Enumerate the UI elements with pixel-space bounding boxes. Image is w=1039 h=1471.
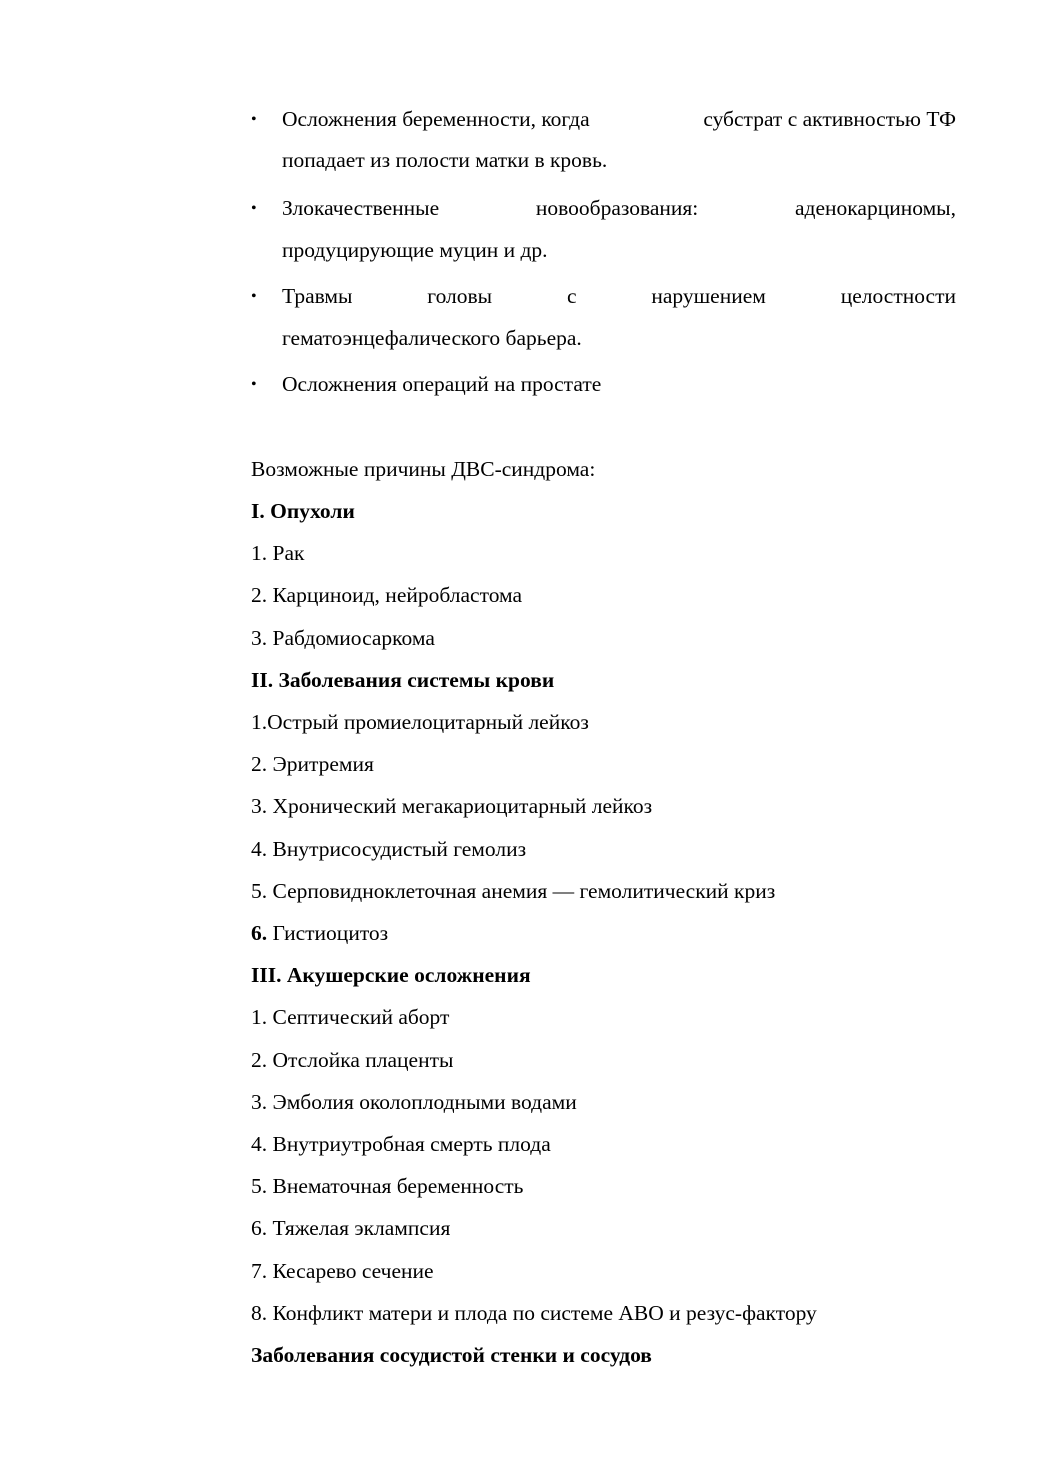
bullet-1-text-right: субстрат с активностью ТФ [703,107,956,131]
list-item-text: Гистиоцитоз [267,921,389,945]
bullet-1-line-2: попадает из полости матки в кровь. [282,148,608,172]
list-item: 3. Хронический мегакариоцитарный лейкоз [251,794,653,818]
bullet-3-word: целостности [840,284,956,308]
list-item: 1. Септический аборт [251,1005,450,1029]
bullet-2-word: аденокарциномы, [795,196,956,220]
bullet-marker: • [251,200,257,217]
bullet-2-word: новообразования: [535,196,699,220]
list-item: 4. Внутриутробная смерть плода [251,1132,551,1156]
bullet-marker: • [251,288,257,305]
bullet-3-word: с [566,284,577,308]
bullet-marker: • [251,111,257,128]
list-item: 2. Карциноид, нейробластома [251,583,523,607]
bullet-3-line-2: гематоэнцефалического барьера. [282,326,582,350]
list-item: 1.Острый промиелоцитарный лейкоз [251,710,589,734]
bullet-3-word: нарушением [651,284,766,308]
bullet-3-word: головы [427,284,493,308]
list-item: 5. Серповидноклеточная анемия — гемолитический криз [251,879,776,903]
bullet-2-line-1 [282,198,956,220]
list-item: 6. Тяжелая эклампсия [251,1216,451,1240]
section-heading-tumors: I. Опухоли [251,499,355,523]
list-item: 2. Отслойка плаценты [251,1048,454,1072]
list-item-number: 6. [251,921,268,945]
list-item [251,923,388,945]
list-item: 4. Внутрисосудистый гемолиз [251,837,527,861]
list-item: 1. Рак [251,541,305,565]
bullet-1-line-1 [282,109,956,131]
section-heading-obstetric: III. Акушерские осложнения [251,963,531,987]
bullet-marker: • [251,376,257,393]
list-item: 3. Рабдомиосаркома [251,626,435,650]
bullet-2-line-2: продуцирующие муцин и др. [282,238,548,262]
list-item: 2. Эритремия [251,752,374,776]
list-item: 3. Эмболия околоплодными водами [251,1090,577,1114]
list-item: 7. Кесарево сечение [251,1259,434,1283]
list-item: 5. Внематочная беременность [251,1174,524,1198]
list-item: 8. Конфликт матери и плода по системе АВО и резус-фактору [251,1301,817,1325]
bullet-4-line-1: Осложнения операций на простате [282,372,602,396]
causes-title: Возможные причины ДВС-синдрома: [251,457,596,481]
bullet-3-word: Травмы [282,284,353,308]
bullet-3-line-1 [282,286,956,308]
section-heading-blood-diseases: II. Заболевания системы крови [251,668,555,692]
bullet-2-word: Злокачественные [282,196,440,220]
bullet-1-text-left: Осложнения беременности, когда [282,107,590,131]
section-heading-vascular: Заболевания сосудистой стенки и сосудов [251,1343,652,1367]
